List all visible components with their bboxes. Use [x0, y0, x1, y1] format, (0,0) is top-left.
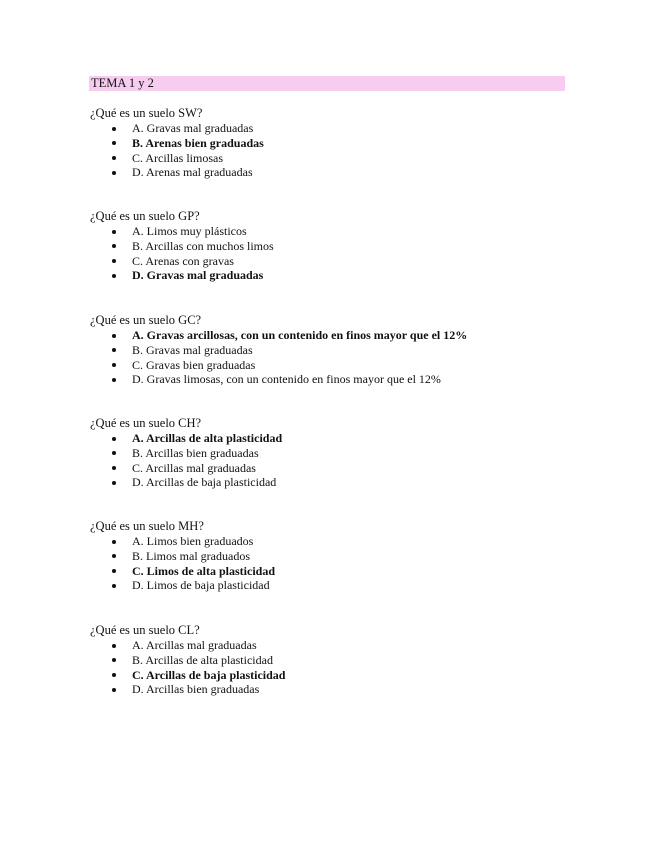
- bullet-icon: [112, 127, 116, 131]
- question-gp: [90, 209, 570, 283]
- option-list: [90, 638, 570, 697]
- bullet-icon: [112, 451, 116, 455]
- bullet-icon: [112, 437, 116, 441]
- option-text: B. Arcillas con muchos limos: [132, 238, 274, 253]
- option-list: [90, 224, 570, 283]
- bullet-icon: [112, 348, 116, 352]
- option-a: [90, 534, 570, 549]
- option-b: [90, 446, 570, 461]
- option-text: D. Arcillas bien graduadas: [132, 682, 260, 697]
- bullet-icon: [112, 644, 116, 648]
- option-d: [90, 578, 570, 593]
- option-text: A. Arcillas de alta plasticidad: [132, 431, 283, 445]
- option-text: D. Arenas mal graduadas: [132, 165, 253, 180]
- option-d: [90, 268, 570, 283]
- bullet-icon: [112, 141, 116, 145]
- option-list: [90, 328, 570, 387]
- option-c: [90, 151, 570, 166]
- option-text: A. Limos muy plásticos: [132, 224, 247, 238]
- option-a: [90, 638, 570, 653]
- option-text: C. Limos de alta plasticidad: [132, 563, 276, 578]
- bullet-icon: [112, 274, 116, 278]
- option-text: C. Arcillas limosas: [132, 150, 223, 165]
- option-d: [90, 682, 570, 697]
- bullet-icon: [112, 569, 116, 573]
- bullet-icon: [112, 481, 116, 485]
- bullet-icon: [112, 584, 116, 588]
- option-c: [90, 461, 570, 476]
- question-title: ¿Qué es un suelo SW?: [90, 106, 203, 120]
- bullet-icon: [112, 554, 116, 558]
- option-list: [90, 534, 570, 593]
- option-text: D. Gravas limosas, con un contenido en finos mayor que el 12%: [132, 372, 441, 387]
- question-mh: [90, 519, 570, 593]
- question-cl: [90, 623, 570, 697]
- section-heading: TEMA 1 y 2: [89, 76, 565, 91]
- option-text: D. Arcillas de baja plasticidad: [132, 475, 277, 490]
- bullet-icon: [112, 244, 116, 248]
- bullet-icon: [112, 540, 116, 544]
- option-d: [90, 165, 570, 180]
- option-text: B. Arcillas bien graduadas: [132, 445, 259, 460]
- option-text: B. Arenas bien graduadas: [132, 135, 264, 150]
- option-text: A. Limos bien graduados: [132, 534, 254, 548]
- question-title: ¿Qué es un suelo CL?: [90, 623, 200, 637]
- option-text: A. Gravas arcillosas, con un contenido en finos mayor que el 12%: [132, 328, 468, 342]
- bullet-icon: [112, 334, 116, 338]
- option-c: [90, 358, 570, 373]
- question-gc: [90, 313, 570, 387]
- question-title: ¿Qué es un suelo GC?: [90, 313, 202, 327]
- bullet-icon: [112, 673, 116, 677]
- option-text: C. Arcillas mal graduadas: [132, 460, 256, 475]
- option-a: [90, 431, 570, 446]
- option-text: D. Limos de baja plasticidad: [132, 578, 270, 593]
- option-b: [90, 549, 570, 564]
- option-c: [90, 564, 570, 579]
- question-title: ¿Qué es un suelo GP?: [90, 209, 200, 223]
- option-text: C. Arenas con gravas: [132, 253, 234, 268]
- option-d: [90, 372, 570, 387]
- option-text: A. Gravas mal graduadas: [132, 121, 254, 135]
- option-text: C. Arcillas de baja plasticidad: [132, 667, 286, 682]
- bullet-icon: [112, 466, 116, 470]
- bullet-icon: [112, 230, 116, 234]
- option-b: [90, 239, 570, 254]
- bullet-icon: [112, 658, 116, 662]
- option-d: [90, 475, 570, 490]
- bullet-icon: [112, 363, 116, 367]
- bullet-icon: [112, 171, 116, 175]
- question-title: ¿Qué es un suelo MH?: [90, 519, 204, 533]
- question-title: ¿Qué es un suelo CH?: [90, 416, 202, 430]
- option-list: [90, 431, 570, 490]
- option-b: [90, 343, 570, 358]
- option-c: [90, 668, 570, 683]
- option-a: [90, 224, 570, 239]
- option-c: [90, 254, 570, 269]
- option-text: C. Gravas bien graduadas: [132, 357, 256, 372]
- question-sw: [90, 106, 570, 180]
- bullet-icon: [112, 378, 116, 382]
- bullet-icon: [112, 259, 116, 263]
- option-text: B. Gravas mal graduadas: [132, 342, 253, 357]
- option-b: [90, 653, 570, 668]
- bullet-icon: [112, 688, 116, 692]
- option-text: B. Limos mal graduados: [132, 548, 250, 563]
- option-text: D. Gravas mal graduadas: [132, 268, 264, 283]
- option-b: [90, 136, 570, 151]
- option-a: [90, 121, 570, 136]
- question-ch: [90, 416, 570, 490]
- option-a: [90, 328, 570, 343]
- option-text: B. Arcillas de alta plasticidad: [132, 652, 273, 667]
- option-text: A. Arcillas mal graduadas: [132, 638, 257, 652]
- option-list: [90, 121, 570, 180]
- bullet-icon: [112, 156, 116, 160]
